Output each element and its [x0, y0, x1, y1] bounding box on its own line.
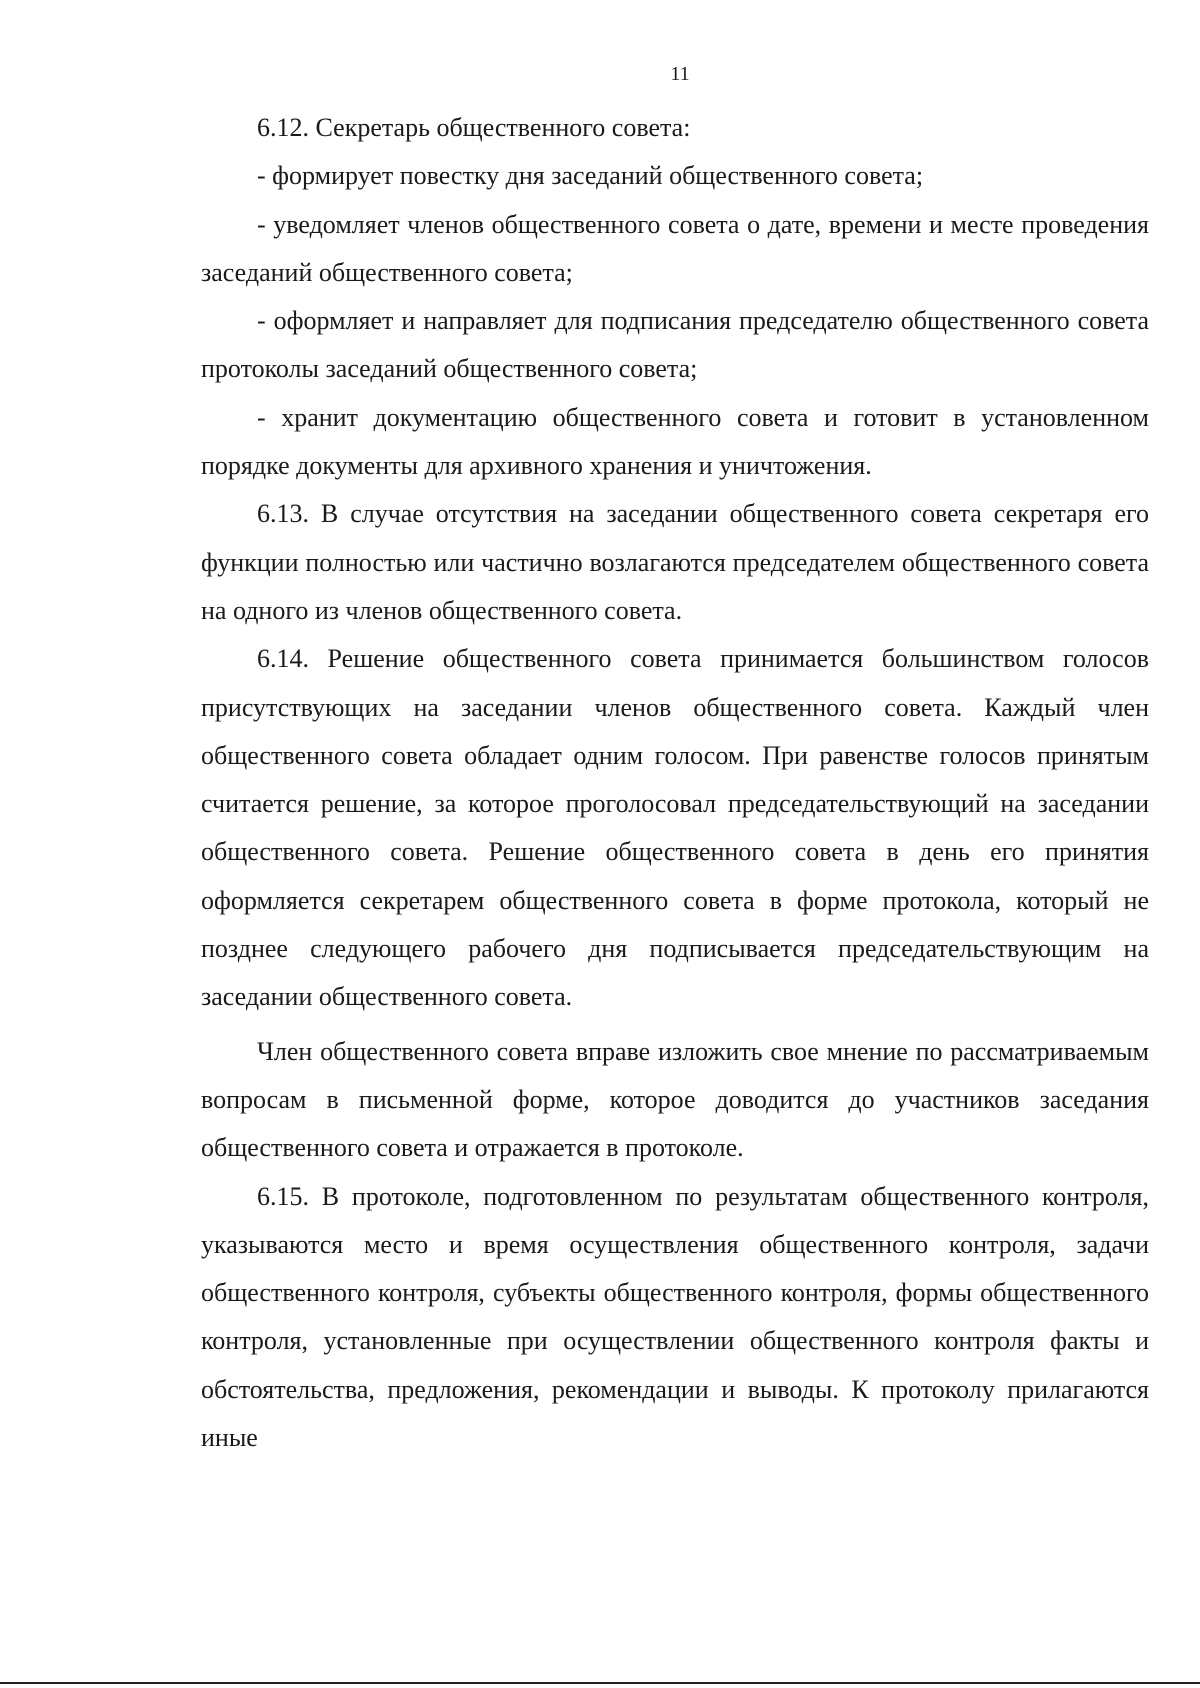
paragraph-secretary-duty-protocols: - оформляет и направляет для подписания председателю общественного совета протоколы заседаний общественного совета; — [201, 306, 1149, 384]
page-number: 11 — [670, 63, 690, 85]
paragraph-6-15: 6.15. В протоколе, подготовленном по результатам общественного контроля, указываются место и время осуществления общественного контроля, задачи общественного контроля, субъекты общественного контроля, формы общественного контроля, установленные при осуществлении общественного контроля факты и обстоятельства, предложения, рекомендации и выводы. К протоколу прилагаются иные — [201, 1181, 1149, 1453]
scan-bottom-edge — [0, 1682, 1200, 1684]
paragraph-secretary-duty-archive: - хранит документацию общественного совета и готовит в установленном порядке документы для архивного хранения и уничтожения. — [201, 402, 1149, 481]
paragraph-6-12-heading: 6.12. Секретарь общественного совета: — [257, 113, 691, 142]
paragraph-secretary-duty-agenda: - формирует повестку дня заседаний общественного совета; — [257, 161, 924, 191]
paragraph-secretary-duty-notify: - уведомляет членов общественного совета о дате, времени и месте проведения заседаний общественного совета; — [201, 209, 1149, 287]
document-body — [201, 104, 1149, 1462]
paragraph-member-opinion: Член общественного совета вправе изложить свое мнение по рассматриваемым вопросам в письменной форме, которое доводится до участников заседания общественного совета и отражается в протоколе. — [201, 1036, 1149, 1163]
paragraph-6-14: 6.14. Решение общественного совета принимается большинством голосов присутствующих на заседании членов общественного совета. Каждый член общественного совета обладает одним голосом. При равенстве голосов принятым считается решение, за которое проголосовал председательствующий на заседании общественного совета. Решение общественного совета в день его принятия оформляется секретарем общественного совета в форме протокола, который не позднее следующего рабочего дня подписывается председательствующим на заседании общественного совета. — [201, 644, 1149, 1012]
paragraph-6-13: 6.13. В случае отсутствия на заседании общественного совета секретаря его функции полностью или частично возлагаются председателем общественного совета на одного из членов общественного совета. — [201, 499, 1149, 625]
